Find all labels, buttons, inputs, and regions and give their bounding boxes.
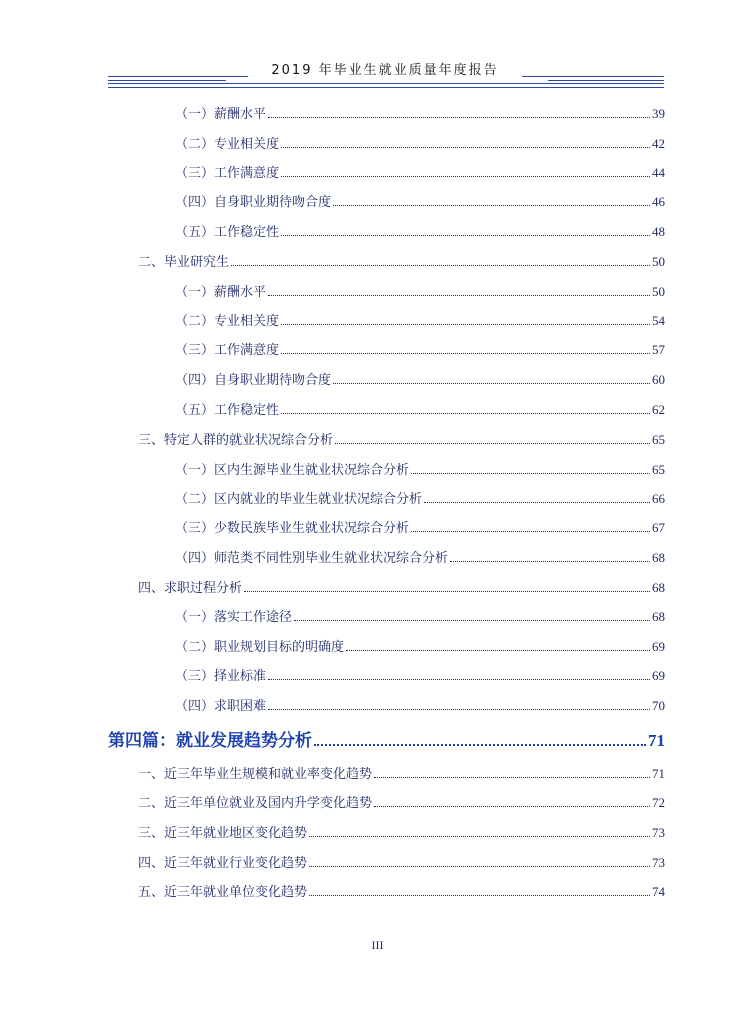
- toc-entry-label: （一）落实工作途径: [175, 610, 293, 625]
- toc-entry-page: 68: [652, 580, 665, 595]
- dot-leader: [231, 265, 650, 266]
- toc-entry-label: （二）专业相关度: [175, 314, 280, 329]
- toc-entry-label: 一、近三年毕业生规模和就业率变化趋势: [138, 767, 373, 782]
- toc-entry-page: 73: [652, 825, 665, 840]
- toc-entry-page: 42: [652, 136, 665, 151]
- dot-leader: [335, 443, 650, 444]
- toc-entry-label: （一）区内生源毕业生就业状况综合分析: [175, 463, 410, 478]
- toc-entry-page: 48: [652, 224, 665, 239]
- toc-entry-label: 三、近三年就业地区变化趋势: [138, 826, 308, 841]
- toc-entry-label: （四）求职困难: [175, 699, 267, 714]
- toc-entry-label: 四、求职过程分析: [138, 581, 243, 596]
- toc-entry-label: （三）工作满意度: [175, 166, 280, 181]
- toc-entry[interactable]: [175, 548, 665, 568]
- toc-entry[interactable]: [175, 163, 665, 183]
- toc-entry-label: 二、近三年单位就业及国内升学变化趋势: [138, 796, 373, 811]
- toc-entry-page: 73: [652, 855, 665, 870]
- toc-entry-label: （二）职业规划目标的明确度: [175, 640, 345, 655]
- toc-entry-label: （三）工作满意度: [175, 343, 280, 358]
- toc-entry-page: 50: [652, 254, 665, 269]
- toc-entry-label: （二）区内就业的毕业生就业状况综合分析: [175, 492, 423, 507]
- dot-leader: [281, 176, 650, 177]
- dot-leader: [268, 117, 650, 118]
- toc-entry[interactable]: [138, 882, 665, 902]
- toc-entry-page: 65: [652, 432, 665, 447]
- toc-entry[interactable]: [175, 518, 665, 538]
- toc-entry[interactable]: [175, 282, 665, 302]
- toc-entry-label: （四）自身职业期待吻合度: [175, 195, 332, 210]
- header-title: 2019 年毕业生就业质量年度报告: [271, 63, 499, 78]
- toc-entry-page: 66: [652, 491, 665, 506]
- toc-entry[interactable]: [175, 400, 665, 420]
- toc-entry-page: 72: [652, 795, 665, 810]
- toc-entry-label: （五）工作稳定性: [175, 403, 280, 418]
- page-number: III: [371, 938, 384, 952]
- toc-entry-page: 68: [652, 550, 665, 565]
- dot-leader: [281, 353, 650, 354]
- toc-entry[interactable]: [175, 370, 665, 390]
- toc-entry[interactable]: [138, 764, 665, 784]
- toc-entry-page: 68: [652, 609, 665, 624]
- dot-leader: [424, 502, 650, 503]
- page-header: [0, 62, 755, 102]
- dot-leader: [244, 591, 650, 592]
- toc-entry[interactable]: [175, 696, 665, 716]
- toc-entry[interactable]: [175, 340, 665, 360]
- toc-entry-page: 60: [652, 372, 665, 387]
- toc-entry-page: 39: [652, 106, 665, 121]
- toc-entry[interactable]: [175, 460, 665, 480]
- toc-entry-page: 69: [652, 668, 665, 683]
- toc-entry-label: （二）专业相关度: [175, 137, 280, 152]
- dot-leader: [268, 679, 650, 680]
- toc-entry[interactable]: [138, 793, 665, 813]
- dot-leader: [294, 620, 650, 621]
- toc-entry-page: 71: [648, 731, 665, 750]
- dot-leader: [268, 709, 650, 710]
- toc-entry-label: 五、近三年就业单位变化趋势: [138, 885, 308, 900]
- toc-entry-page: 44: [652, 165, 665, 180]
- toc-entry[interactable]: [175, 192, 665, 212]
- toc-entry-label: （三）择业标准: [175, 669, 267, 684]
- toc-entry[interactable]: [175, 607, 665, 627]
- dot-leader: [281, 413, 650, 414]
- toc-entry[interactable]: [138, 430, 665, 450]
- dot-leader: [281, 324, 650, 325]
- toc-entry-page: 70: [652, 698, 665, 713]
- dot-leader: [281, 147, 650, 148]
- dot-leader: [268, 295, 650, 296]
- toc-entry-label: （一）薪酬水平: [175, 285, 267, 300]
- dot-leader: [411, 531, 650, 532]
- toc-entry-page: 50: [652, 284, 665, 299]
- toc-entry-label: （五）工作稳定性: [175, 225, 280, 240]
- toc-entry-label: 二、毕业研究生: [138, 255, 230, 270]
- toc-entry-page: 57: [652, 342, 665, 357]
- toc-entry[interactable]: [138, 853, 665, 873]
- toc-entry-label: 四、近三年就业行业变化趋势: [138, 856, 308, 871]
- dot-leader: [314, 744, 646, 746]
- toc-entry-label: （四）自身职业期待吻合度: [175, 373, 332, 388]
- dot-leader: [333, 205, 650, 206]
- dot-leader: [333, 383, 650, 384]
- toc-entry-label: （三）少数民族毕业生就业状况综合分析: [175, 521, 410, 536]
- toc-entry[interactable]: [175, 637, 665, 657]
- toc-entry-page: 71: [652, 766, 665, 781]
- toc-entry[interactable]: [175, 104, 665, 124]
- toc-entry-label: （一）薪酬水平: [175, 107, 267, 122]
- toc-entry-page: 67: [652, 520, 665, 535]
- toc-entry-page: 69: [652, 639, 665, 654]
- toc-entry-page: 62: [652, 402, 665, 417]
- dot-leader: [309, 866, 650, 867]
- dot-leader: [450, 561, 650, 562]
- toc-entry[interactable]: [175, 311, 665, 331]
- toc-entry[interactable]: [175, 134, 665, 154]
- toc-entry-page: 65: [652, 462, 665, 477]
- toc-entry-page: 74: [652, 884, 665, 899]
- toc-entry-page: 46: [652, 194, 665, 209]
- dot-leader: [374, 777, 650, 778]
- toc-entry-page: 54: [652, 313, 665, 328]
- toc-entry-label: 三、特定人群的就业状况综合分析: [138, 433, 334, 448]
- toc-entry[interactable]: [175, 666, 665, 686]
- toc-entry-label: 第四篇：就业发展趋势分析: [108, 731, 312, 751]
- dot-leader: [309, 895, 650, 896]
- dot-leader: [309, 836, 650, 837]
- toc-entry-label: （四）师范类不同性别毕业生就业状况综合分析: [175, 551, 449, 566]
- dot-leader: [374, 806, 650, 807]
- dot-leader: [346, 650, 650, 651]
- toc-chapter-entry[interactable]: [108, 728, 665, 754]
- toc-entry[interactable]: [138, 578, 665, 598]
- toc-entry[interactable]: [138, 252, 665, 272]
- dot-leader: [411, 473, 650, 474]
- toc-entry[interactable]: [175, 222, 665, 242]
- toc-entry[interactable]: [138, 823, 665, 843]
- toc-entry[interactable]: [175, 489, 665, 509]
- dot-leader: [281, 235, 650, 236]
